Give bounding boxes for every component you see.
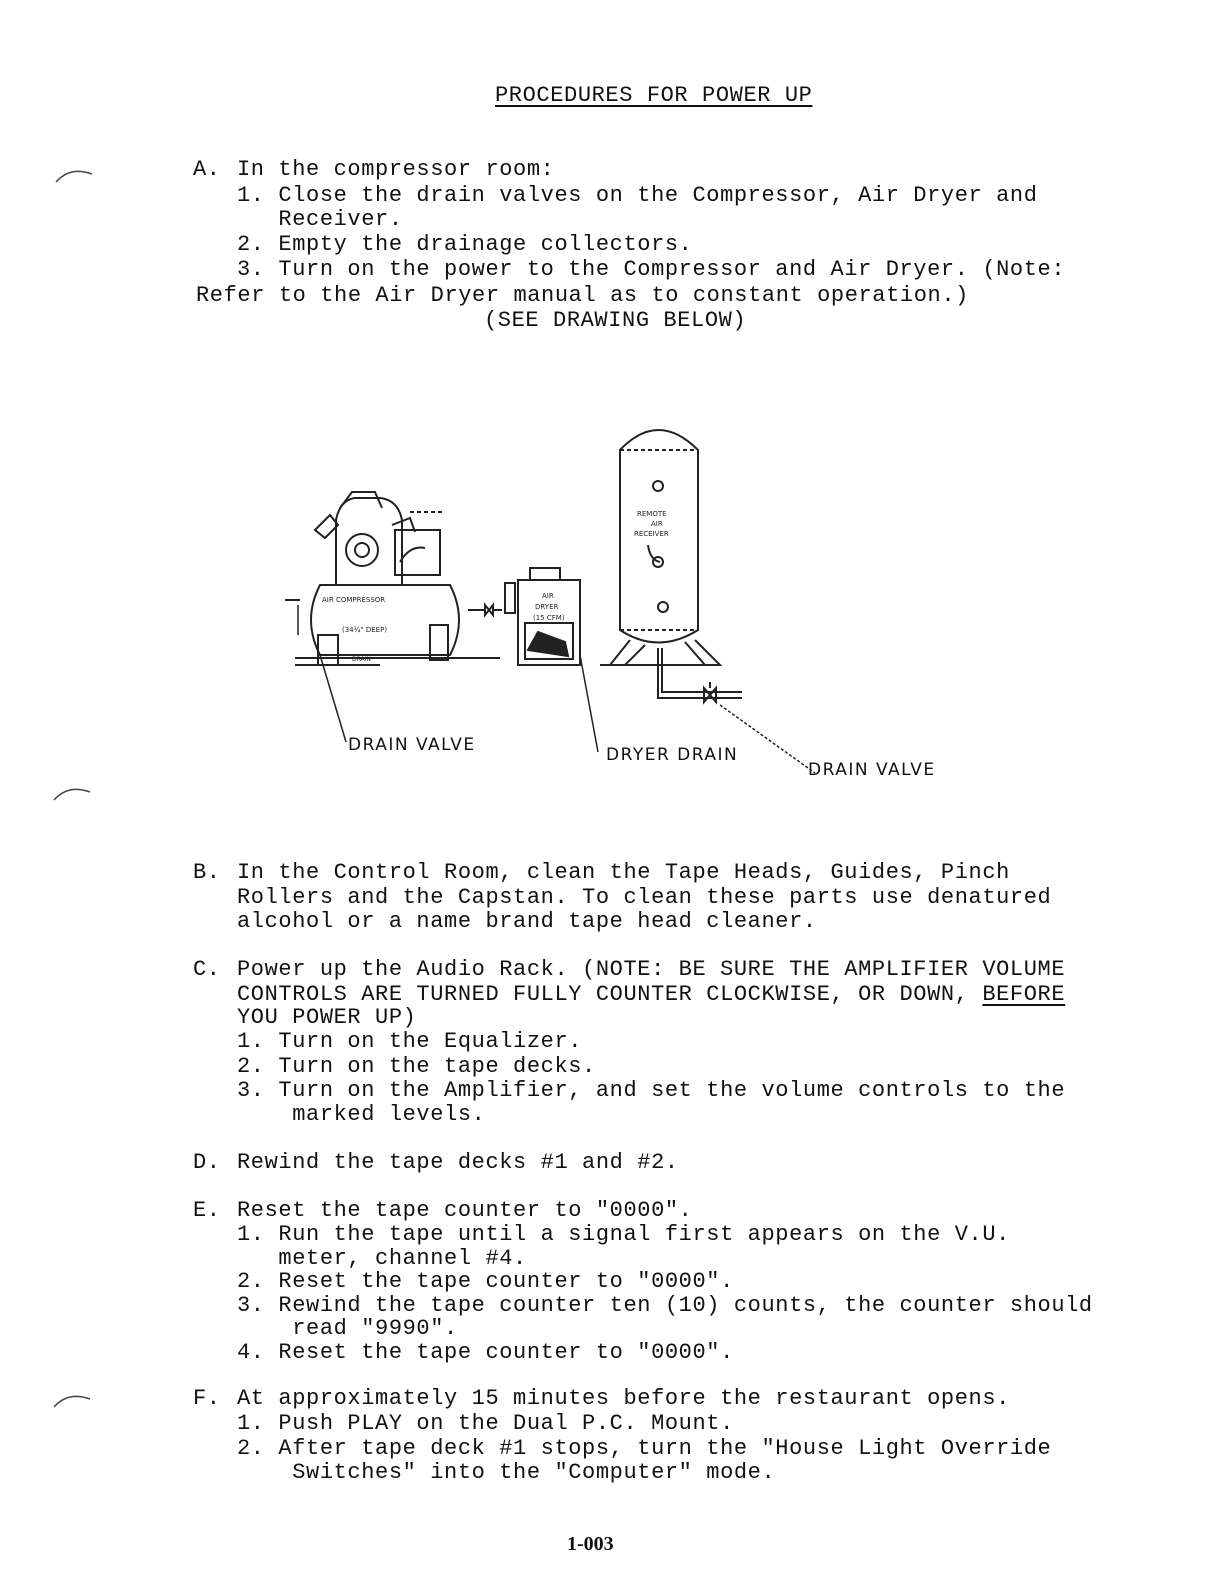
list-item: 2. Reset the tape counter to "0000". <box>237 1269 734 1294</box>
section-letter: D. <box>193 1150 221 1175</box>
list-item: 1. Push PLAY on the Dual P.C. Mount. <box>237 1411 734 1436</box>
emphasis-before: BEFORE <box>982 982 1066 1007</box>
list-item: 2. After tape deck #1 stops, turn the "House Light Override <box>237 1436 1052 1461</box>
section-line: Power up the Audio Rack. (NOTE: BE SURE THE AMPLIFIER VOLUME <box>237 957 1066 982</box>
list-item: read "9990". <box>237 1316 458 1341</box>
receiver-drain-valve-callout: DRAIN VALVE <box>808 760 936 780</box>
section-line: Reset the tape counter to "0000". <box>237 1198 693 1223</box>
page-number: 1-003 <box>567 1533 614 1555</box>
compressor-drain-label: DRAIN <box>352 656 371 663</box>
list-item: meter, channel #4. <box>237 1246 527 1271</box>
drain-valve-callout: DRAIN VALVE <box>348 735 476 755</box>
section-letter: E. <box>193 1198 221 1223</box>
compressor-label: AIR COMPRESSOR <box>322 596 386 604</box>
section-letter: B. <box>193 860 221 885</box>
list-item: 3. Turn on the Amplifier, and set the volume controls to the <box>237 1078 1066 1103</box>
list-item: Receiver. <box>237 207 403 232</box>
list-item: 1. Run the tape until a signal first appears on the V.U. <box>237 1222 1010 1247</box>
receiver-label-1: REMOTE <box>637 510 667 518</box>
section-line: In the Control Room, clean the Tape Heads, Guides, Pinch <box>237 860 1010 885</box>
section-line: At approximately 15 minutes before the restaurant opens. <box>237 1386 1010 1411</box>
list-item: 2. Empty the drainage collectors. <box>237 232 693 257</box>
section-line: Rewind the tape decks #1 and #2. <box>237 1150 679 1175</box>
receiver-label-2: AIR <box>651 520 663 528</box>
receiver-label-3: RECEIVER <box>634 530 669 538</box>
dryer-drain-callout: DRYER DRAIN <box>606 745 739 765</box>
dryer-label-2: DRYER <box>535 603 559 611</box>
list-item: marked levels. <box>237 1102 486 1127</box>
list-item: 4. Reset the tape counter to "0000". <box>237 1340 734 1365</box>
compressor-depth: (34¾" DEEP) <box>342 626 388 634</box>
list-item: Switches" into the "Computer" mode. <box>237 1460 776 1485</box>
margin-mark <box>50 1385 94 1415</box>
dryer-label-1: AIR <box>542 592 554 600</box>
section-line: YOU POWER UP) <box>237 1005 417 1030</box>
section-line: alcohol or a name brand tape head cleaner. <box>237 909 817 934</box>
section-line: Rollers and the Capstan. To clean these parts use denatured <box>237 885 1052 910</box>
list-item: 3. Turn on the power to the Compressor and Air Dryer. (Note: <box>237 257 1066 282</box>
margin-mark <box>52 160 96 190</box>
list-item: 1. Turn on the Equalizer. <box>237 1029 583 1054</box>
see-drawing-note: (SEE DRAWING BELOW) <box>484 308 747 333</box>
list-item-wrap: Refer to the Air Dryer manual as to constant operation.) <box>196 283 969 308</box>
section-line-text: CONTROLS ARE TURNED FULLY COUNTER CLOCKWISE, OR DOWN, <box>237 982 983 1007</box>
section-letter: A. <box>193 157 221 182</box>
list-item: 1. Close the drain valves on the Compressor, Air Dryer and <box>237 183 1038 208</box>
section-letter: C. <box>193 957 221 982</box>
list-item: 3. Rewind the tape counter ten (10) counts, the counter should <box>237 1293 1093 1318</box>
section-line <box>237 983 1065 1007</box>
list-item: 2. Turn on the tape decks. <box>237 1054 596 1079</box>
dryer-label-3: (15 CFM) <box>533 614 565 622</box>
page-title: PROCEDURES FOR POWER UP <box>495 83 813 108</box>
section-heading: In the compressor room: <box>237 157 555 182</box>
section-letter: F. <box>193 1386 221 1411</box>
margin-mark <box>50 778 94 808</box>
